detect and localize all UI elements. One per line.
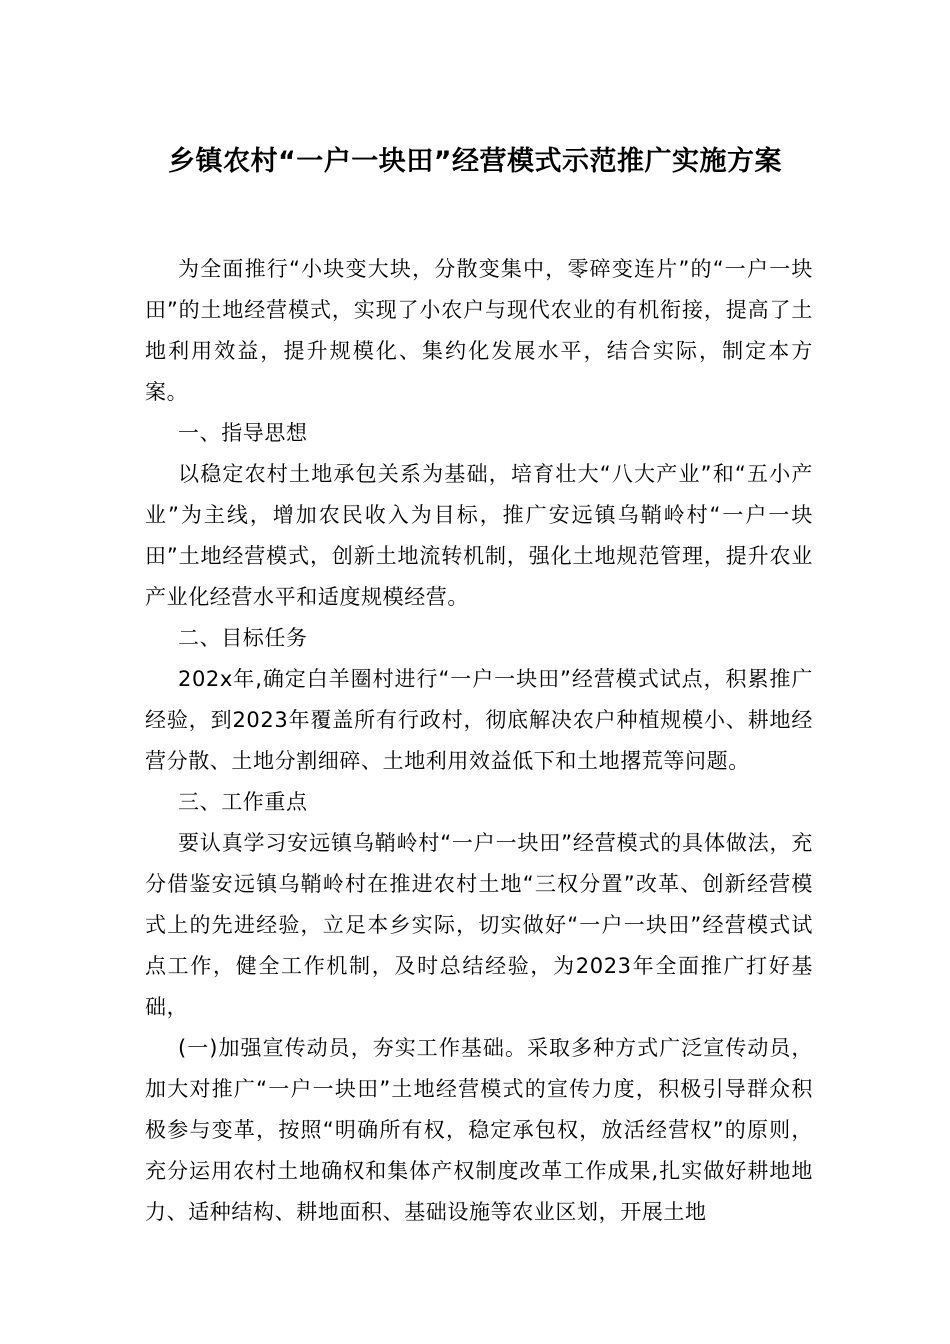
section-heading-goals-tasks: 二、目标任务 bbox=[178, 626, 308, 650]
section-heading-guiding-ideology: 一、指导思想 bbox=[178, 421, 308, 445]
guiding-ideology-paragraph: 以稳定农村土地承包关系为基础，培育壮大“八大产业”和“五小产业”为主线，增加农民收入为目标，推广安远镇乌鞘岭村“一户一块田”土地经营模式，创新土地流转机制，强化土地规范管理，提升农业产业化经营水平和适度规模经营。 bbox=[145, 462, 813, 609]
work-focus-paragraph: 要认真学习安远镇乌鞘岭村“一户一块田”经营模式的具体做法，充分借鉴安远镇乌鞘岭村在推进农村土地“三权分置”改革、创新经营模式上的先进经验，立足本乡实际，切实做好“一户一块田”经营模式试点工作，健全工作机制，及时总结经验，为2023年全面推广打好基础， bbox=[145, 831, 813, 1019]
document-title: 乡镇农村“一户一块田”经营模式示范推广实施方案 bbox=[168, 146, 782, 177]
document-body bbox=[145, 249, 813, 1233]
section-heading-work-focus: 三、工作重点 bbox=[178, 790, 308, 814]
publicity-mobilization-paragraph: (一)加强宣传动员，夯实工作基础。采取多种方式广泛宣传动员，加大对推广“一户一块田”土地经营模式的宣传力度，积极引导群众积极参与变革，按照“明确所有权，稳定承包权，放活经营权”的原则，充分运用农村土地确权和集体产权制度改革工作成果,扎实做好耕地地力、适种结构、耕地面积、基础设施等农业区划，开展土地 bbox=[145, 1036, 813, 1224]
goals-tasks-paragraph: 202x年,确定白羊圈村进行“一户一块田”经营模式试点，积累推广经验，到2023年覆盖所有行政村，彻底解决农户种植规模小、耕地经营分散、土地分割细碎、土地利用效益低下和土地撂荒等问题。 bbox=[145, 667, 813, 773]
intro-paragraph: 为全面推行“小块变大块，分散变集中，零碎变连片”的“一户一块田”的土地经营模式，实现了小农户与现代农业的有机衔接，提高了土地利用效益，提升规模化、集约化发展水平，结合实际，制定本方案。 bbox=[145, 257, 813, 404]
